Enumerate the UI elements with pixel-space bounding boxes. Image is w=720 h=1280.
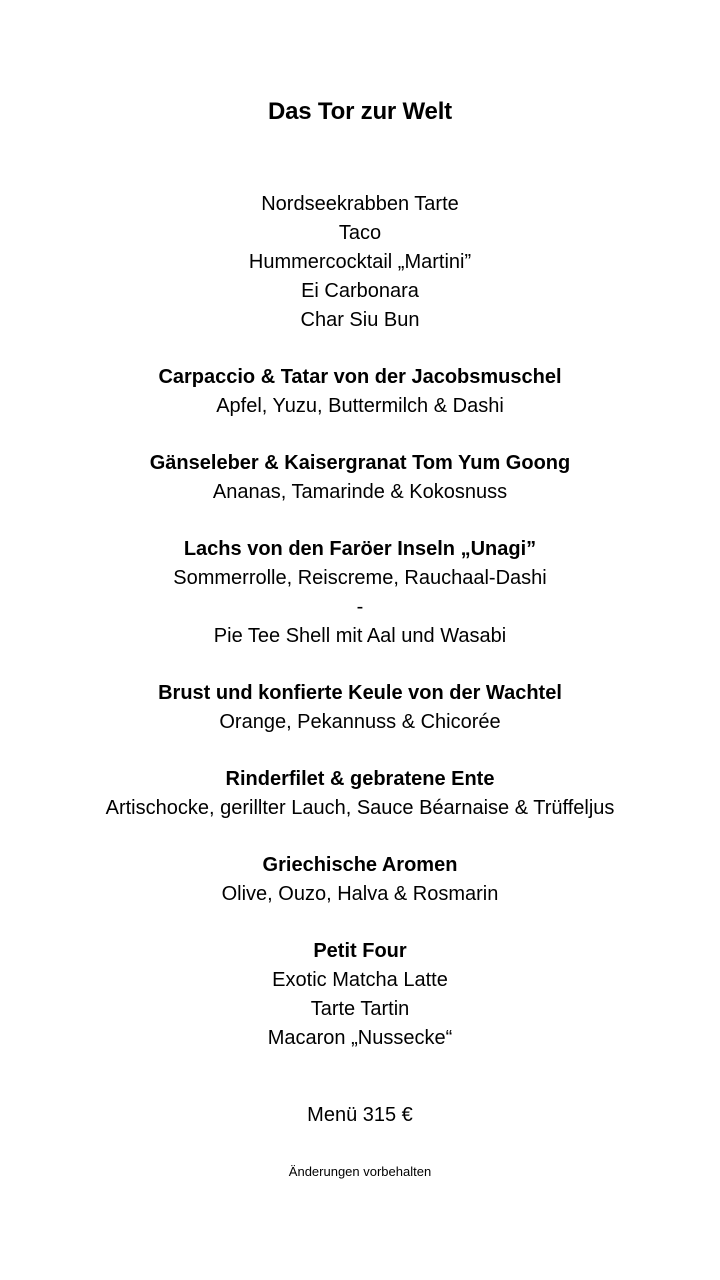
course-section	[0, 449, 720, 507]
amuse-section	[0, 190, 720, 335]
course-name: Rinderfilet & gebratene Ente	[225, 768, 495, 790]
course-separator: -	[356, 596, 364, 618]
course-description: Tarte Tartin	[310, 998, 410, 1020]
course-description: Exotic Matcha Latte	[272, 969, 448, 991]
course-name: Brust und konfierte Keule von der Wachtel	[158, 682, 562, 704]
course-description: Apfel, Yuzu, Buttermilch & Dashi	[216, 395, 504, 417]
course-description: Orange, Pekannuss & Chicorée	[219, 711, 501, 733]
course-name: Gänseleber & Kaisergranat Tom Yum Goong	[149, 452, 571, 474]
course-description: Ananas, Tamarinde & Kokosnuss	[212, 481, 508, 503]
amuse-item: Nordseekrabben Tarte	[261, 193, 459, 215]
course-description: Macaron „Nussecke“	[267, 1027, 453, 1049]
course-name: Carpaccio & Tatar von der Jacobsmuschel	[158, 366, 562, 388]
amuse-item: Char Siu Bun	[300, 309, 420, 331]
course-section	[0, 363, 720, 421]
course-description: Pie Tee Shell mit Aal und Wasabi	[213, 625, 507, 647]
course-name: Griechische Aromen	[262, 854, 458, 876]
course-section	[0, 937, 720, 1053]
menu-list	[0, 190, 720, 1053]
course-description: Olive, Ouzo, Halva & Rosmarin	[221, 883, 499, 905]
course-section	[0, 851, 720, 909]
footnote: Änderungen vorbehalten	[288, 1164, 432, 1179]
amuse-item: Taco	[338, 222, 382, 244]
amuse-item: Ei Carbonara	[301, 280, 419, 302]
menu-title: Das Tor zur Welt	[268, 98, 452, 125]
course-name: Petit Four	[313, 940, 407, 962]
amuse-item: Hummercocktail „Martini”	[248, 251, 472, 273]
course-section	[0, 679, 720, 737]
course-description: Sommerrolle, Reiscreme, Rauchaal-Dashi	[173, 567, 547, 589]
course-section	[0, 765, 720, 823]
course-name: Lachs von den Faröer Inseln „Unagi”	[183, 538, 537, 560]
course-description: Artischocke, gerillter Lauch, Sauce Béarnaise & Trüffeljus	[105, 797, 615, 819]
course-section	[0, 535, 720, 651]
menu-price: Menü 315 €	[307, 1104, 413, 1126]
